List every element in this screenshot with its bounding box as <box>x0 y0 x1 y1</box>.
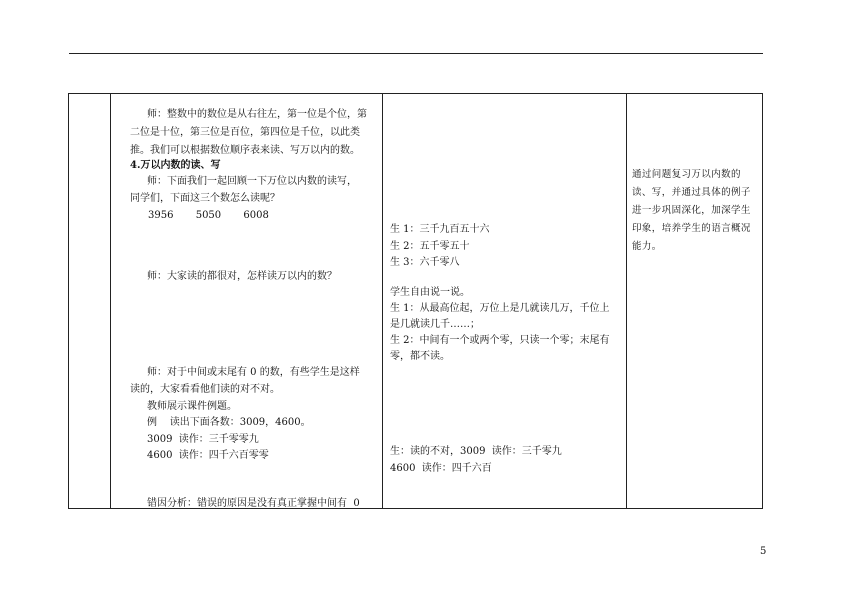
section-heading: 4.万以内数的读、写 <box>130 160 221 171</box>
student-line: 学生自由说一说。 <box>390 287 470 298</box>
teacher-line: 师：大家读的都很对，怎样读万以内的数？ <box>147 271 337 282</box>
intent-line: 读、写，并通过具体的例子 <box>632 187 751 198</box>
teacher-line: 推。我们可以根据数位顺序表来读、写万以内的数。 <box>130 145 360 156</box>
intent-line: 能力。 <box>632 241 662 252</box>
student-line: 生：读的不对，3009 读作：三千零九 <box>390 446 562 457</box>
column-divider-1 <box>110 94 111 508</box>
teacher-line: 教师展示课件例题。 <box>147 401 237 412</box>
lesson-table <box>68 93 763 509</box>
student-line: 零，都不读。 <box>390 351 450 362</box>
student-line: 是几就读几千……； <box>390 319 480 330</box>
teacher-line: 二位是十位，第三位是百位，第四位是千位，以此类 <box>130 127 360 138</box>
header-rule <box>69 53 763 54</box>
intent-line: 进一步巩固深化，加深学生 <box>632 205 751 216</box>
teacher-line: 师：下面我们一起回顾一下万位以内数的读写， <box>147 176 357 187</box>
student-line: 生 1：从最高位起，万位上是几就读几万，千位上 <box>390 303 610 314</box>
student-line: 生 1：三千九百五十六 <box>390 224 490 235</box>
column-divider-2 <box>382 94 383 508</box>
page-number: 5 <box>760 546 767 557</box>
teacher-line: 同学们，下面这三个数怎么读呢？ <box>130 193 280 204</box>
teacher-line: 师：对于中间或末尾有 0 的数，有些学生是这样 <box>147 367 360 378</box>
error-analysis: 错因分析：错误的原因是没有真正掌握中间有 0 <box>147 498 360 509</box>
teacher-line: 师：整数中的数位是从右往左，第一位是个位，第 <box>147 109 367 120</box>
example-wrong-answer: 3009 读作：三千零零九 <box>147 434 259 445</box>
example-wrong-answer: 4600 读作：四千六百零零 <box>147 450 269 461</box>
student-line: 生 3：六千零八 <box>390 257 460 268</box>
example-numbers: 3956 5050 6008 <box>148 210 269 221</box>
column-divider-3 <box>626 94 627 508</box>
student-line: 4600 读作：四千六百 <box>390 463 492 474</box>
intent-line: 通过问题复习万以内数的 <box>632 169 741 180</box>
student-line: 生 2：中间有一个或两个零，只读一个零；末尾有 <box>390 335 610 346</box>
example-prompt: 例 读出下面各数：3009，4600。 <box>147 417 311 428</box>
teacher-line: 读的，大家看看他们读的对不对。 <box>130 384 280 395</box>
intent-line: 印象，培养学生的语言概况 <box>632 223 751 234</box>
student-line: 生 2：五千零五十 <box>390 241 470 252</box>
